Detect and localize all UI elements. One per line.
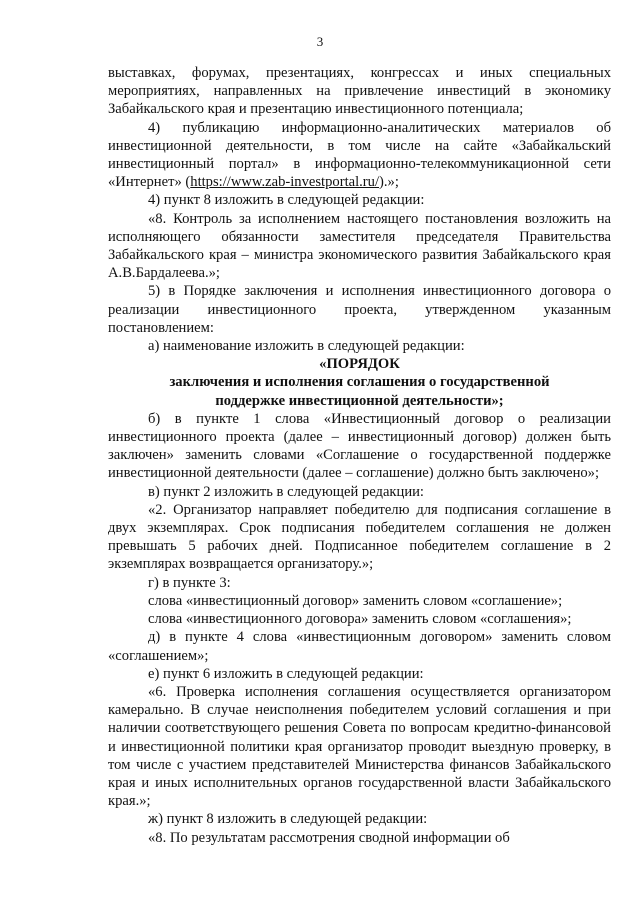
paragraph: б) в пункте 1 слова «Инвестиционный договор о реализации инвестиционного проекта (далее – инвестиционный договор) должен быть заключен» заменить словами «Соглашение о государственной поддержке инвестиционной деятельности (далее – соглашение) должно быть заключено»; [108,410,611,482]
paragraph: г) в пункте 3: [148,574,231,591]
section-title: поддержке инвестиционной деятельности»; [215,392,504,409]
section-title: «ПОРЯДОК [319,356,400,373]
paragraph: слова «инвестиционный договор» заменить словом «соглашение»; [148,592,563,609]
portal-link[interactable]: https://www.zab-investportal.ru/ [190,174,380,191]
paragraph: а) наименование изложить в следующей редакции: [148,338,465,355]
paragraph: выставках, форумах, презентациях, конгрессах и иных специальных мероприятиях, направленных на привлечение инвестиций в экономику Забайкальского края и презентацию инвестиционного потенциала; [108,65,611,118]
paragraph [108,119,611,192]
paragraph: «2. Организатор направляет победителю для подписания соглашение в двух экземплярах. Срок подписания победителем соглашения не должен превышать 5 рабочих дней. Подписанное победителем соглашение в 2 экземплярах возвращается организатору.»; [108,501,611,573]
paragraph: слова «инвестиционного договора» заменить словом «соглашения»; [148,611,572,628]
paragraph: «8. Контроль за исполнением настоящего постановления возложить на исполняющего обязанности заместителя председателя Правительства Забайкальского края – министра экономического развития Забайкальского края А.В.Бардалеева.»; [108,210,611,282]
document-body [108,64,611,847]
paragraph: «8. По результатам рассмотрения сводной информации об [148,829,510,846]
section-title: заключения и исполнения соглашения о государственной [169,374,550,391]
page-number: 3 [316,34,324,49]
paragraph-text: 4) публикацию информационно-аналитических материалов об инвестиционной деятельности, в том числе на сайте «Забайкальский инвестиционный портал» в информационно-телекоммуникационной сети «Интернет» ( [108,119,611,191]
paragraph-text: ).»; [379,174,399,191]
paragraph: 4) пункт 8 изложить в следующей редакции: [148,192,425,209]
paragraph: в) пункт 2 изложить в следующей редакции: [148,483,424,500]
paragraph: «6. Проверка исполнения соглашения осуществляется организатором камерально. В случае неисполнения победителем условий соглашения и при наличии соответствующего решения Совета по вопросам кредитно-финансовой и инвестиционной политики края организатор проводит выездную проверку, в том числе с участием представителей Министерства финансов Забайкальского края и иных исполнительных органов государственной власти Забайкальского края.»; [108,683,611,810]
paragraph: д) в пункте 4 слова «инвестиционным договором» заменить словом «соглашением»; [108,629,611,664]
paragraph: ж) пункт 8 изложить в следующей редакции: [148,811,428,828]
paragraph: е) пункт 6 изложить в следующей редакции: [148,665,424,682]
paragraph: 5) в Порядке заключения и исполнения инвестиционного договора о реализации инвестиционного проекта, утвержденном указанным постановлением: [108,283,611,336]
